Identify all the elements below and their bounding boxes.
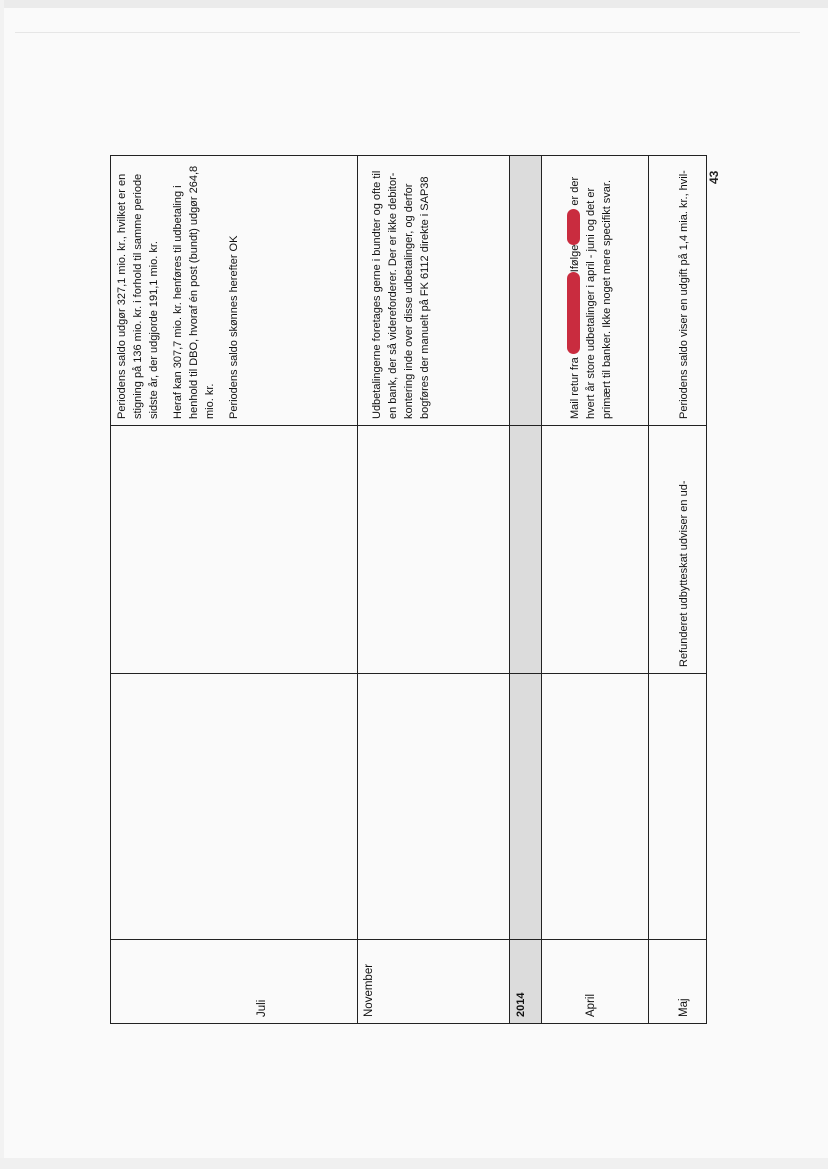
scan-left-shade [0, 0, 4, 1169]
year-label: 2014 [510, 940, 542, 1024]
comment-text: er der hvert år store udbetalinger i april - juni og det er primært til banker. Ikke noget mere specifikt svar. [569, 176, 613, 419]
row-label-cell [111, 940, 358, 1024]
table-row-year-2014 [510, 156, 542, 1024]
row-label-cell [358, 940, 510, 1024]
rotated-table-wrapper [110, 156, 706, 1024]
cell-text: Refunderet udbytteskat udviser en ud- [678, 480, 690, 667]
cell-text: Periodens saldo viser en udgift på 1,4 mia. kr., hvil- [678, 170, 690, 419]
table-cell [111, 674, 358, 940]
table-cell [649, 156, 707, 426]
table-row-april [542, 156, 649, 1024]
comment-paragraph: Periodens saldo skønnes herefter OK [228, 235, 240, 419]
audit-table [110, 155, 707, 1024]
table-cell [542, 426, 649, 674]
comment-cell [111, 156, 358, 426]
table-cell [111, 426, 358, 674]
table-cell [358, 674, 510, 940]
redaction-mark [567, 272, 580, 354]
table-cell [510, 426, 542, 674]
comment-cell [358, 156, 510, 426]
scan-faint-line [15, 32, 800, 33]
comment-text: Mail retur fra [569, 357, 581, 419]
comment-paragraph [545, 162, 615, 419]
comment-paragraph: Udbetalingerne foretages gerne i bundter og ofte til en bank, der så videreforderer. Der er ikke debitor-kontering inde over disse udbetalinger, og derfor bogføres der manuelt på FK 6112 direkte i SAP38 [371, 170, 431, 419]
row-label-cell [649, 940, 707, 1024]
table-cell [649, 426, 707, 674]
page-number: 43 [707, 170, 721, 184]
table-cell [649, 674, 707, 940]
comment-paragraph: Periodens saldo udgør 327,1 mio. kr., hvilket er en stigning på 136 mio. kr. i forhold til samme periode sidste år, der udgjorde 191,1 mio. kr. [116, 173, 160, 419]
row-label: Maj [678, 998, 690, 1017]
table-row-juli [111, 156, 358, 1024]
table-cell [542, 674, 649, 940]
table-cell [510, 674, 542, 940]
scan-top-band [0, 0, 828, 8]
redaction-mark [567, 209, 580, 245]
row-label: November [363, 963, 375, 1017]
table-cell [510, 156, 542, 426]
comment-cell [542, 156, 649, 426]
table-cell [358, 426, 510, 674]
table-row-november [358, 156, 510, 1024]
table-row-maj [649, 156, 707, 1024]
comment-paragraph: Heraf kan 307,7 mio. kr. henføres til udbetaling i henhold til DBO, hvoraf én post (bundt) udgør 264,8 mio. kr. [172, 165, 216, 419]
scan-bottom-band [0, 1158, 828, 1169]
comment-text: Ifølge [569, 244, 581, 273]
row-label-cell [542, 940, 649, 1024]
row-label: Juli [256, 999, 268, 1017]
row-label: April [585, 993, 597, 1017]
